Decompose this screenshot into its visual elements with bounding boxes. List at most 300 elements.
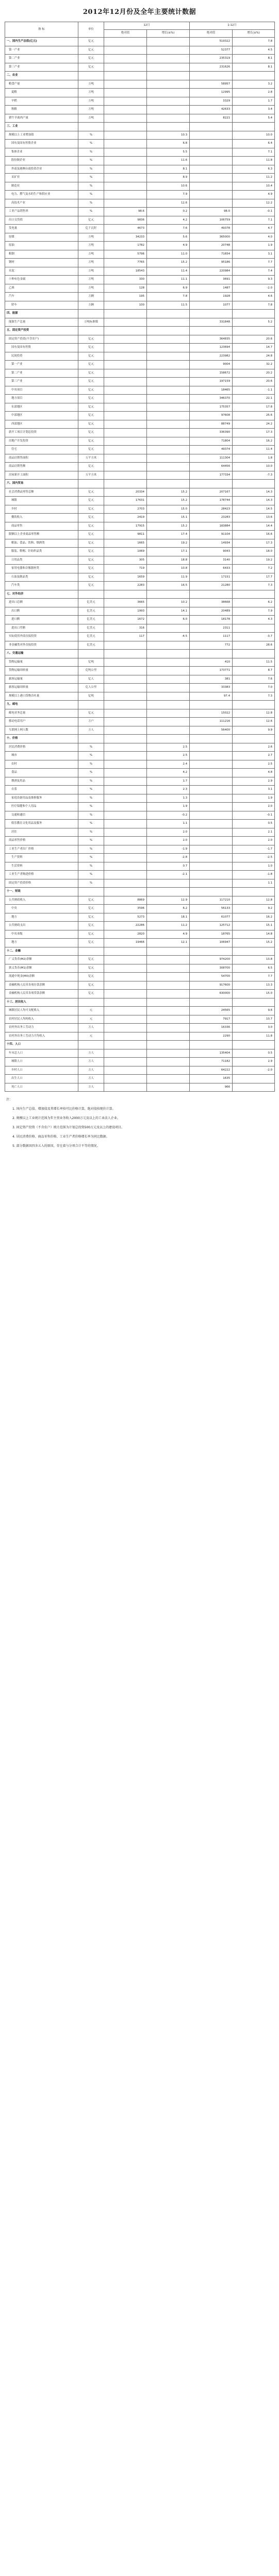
ytd-value-cell: 135404 [190, 1049, 233, 1058]
indicator-cell: 年末总人口 [5, 1049, 78, 1058]
table-row [5, 981, 275, 990]
ytd-growth-cell: 11.5 [233, 658, 275, 667]
ytd-value-cell: 117210 [190, 896, 233, 905]
month-value-cell [104, 471, 147, 480]
indicator-cell: 公共财政支出 [5, 922, 78, 930]
month-value-cell [104, 191, 147, 199]
month-growth-cell [147, 403, 190, 412]
ytd-growth-cell: 12.8 [233, 709, 275, 718]
ytd-growth-cell: 12.2 [233, 199, 275, 208]
table-row [5, 488, 275, 497]
month-value-cell: 2283 [104, 582, 147, 590]
month-value-cell [104, 879, 147, 888]
table-row [5, 199, 275, 208]
unit-cell: % [78, 199, 104, 208]
month-growth-cell [147, 888, 190, 896]
table-row [5, 582, 275, 590]
ytd-value-cell: 21280 [190, 582, 233, 590]
indicator-cell: 城镇居民人均可支配收入 [5, 1007, 78, 1015]
month-growth-cell [147, 701, 190, 709]
indicator-cell: 高技术产业 [5, 199, 78, 208]
table-row [5, 1015, 275, 1024]
indicator-cell: 民间投资 [5, 352, 78, 361]
ytd-growth-cell: 11.8 [233, 1032, 275, 1041]
month-growth-cell: 8.9 [147, 174, 190, 182]
month-growth-cell [147, 106, 190, 114]
month-value-cell [104, 845, 147, 854]
unit-cell: % [78, 845, 104, 854]
table-row [5, 718, 275, 726]
month-growth-cell: 2.0 [147, 837, 190, 845]
ytd-value-cell: 6433 [190, 565, 233, 573]
month-growth-cell [147, 981, 190, 990]
unit-cell: 亿吨公里 [78, 667, 104, 675]
month-value-cell: 3596 [104, 905, 147, 913]
month-growth-cell [147, 709, 190, 718]
ytd-growth-cell: 7.4 [233, 267, 275, 276]
table-row [5, 590, 275, 599]
month-growth-cell: 11.2 [147, 922, 190, 930]
ytd-growth-cell: -3.7 [233, 633, 275, 641]
month-value-cell [104, 684, 147, 692]
ytd-growth-cell: 2.1 [233, 828, 275, 837]
unit-cell: 亿元 [78, 922, 104, 930]
unit-cell: % [78, 752, 104, 760]
ytd-value-cell [190, 828, 233, 837]
ytd-value-cell: 175357 [190, 403, 233, 412]
month-value-cell: 19466 [104, 939, 147, 947]
indicator-cell: 金融机构人民币各项贷款余额 [5, 990, 78, 998]
ytd-value-cell [190, 165, 233, 174]
ytd-growth-cell [233, 888, 275, 896]
ytd-growth-cell: 8.7 [233, 667, 275, 675]
table-row [5, 63, 275, 72]
month-value-cell [104, 369, 147, 378]
ytd-growth-cell: 14.5 [233, 505, 275, 514]
indicator-cell: 第三产业 [5, 378, 78, 386]
ytd-growth-cell: 1.9 [233, 242, 275, 250]
month-growth-cell [147, 327, 190, 335]
month-growth-cell [147, 72, 190, 80]
indicator-cell: 城市 [5, 752, 78, 760]
table-row [5, 1024, 275, 1032]
month-growth-cell [147, 369, 190, 378]
unit-cell: 亿元 [78, 378, 104, 386]
indicator-cell: 货物运输量 [5, 658, 78, 667]
month-value-cell [104, 590, 147, 599]
month-growth-cell [147, 480, 190, 488]
indicator-cell: 轿车 [5, 301, 78, 310]
ytd-value-cell [190, 811, 233, 820]
month-value-cell [104, 361, 147, 369]
indicator-cell: 商品房销售面积 [5, 454, 78, 463]
unit-cell: 亿元 [78, 548, 104, 556]
table-row [5, 616, 275, 624]
indicator-cell: 农村居民人均纯收入 [5, 1015, 78, 1024]
ytd-growth-cell: 12.6 [233, 718, 275, 726]
ytd-growth-cell: 3.0 [233, 1024, 275, 1032]
unit-cell: 亿美元 [78, 599, 104, 607]
ytd-value-cell: 71654 [190, 250, 233, 259]
month-growth-cell [147, 1024, 190, 1032]
ytd-growth-cell: 1.7 [233, 97, 275, 106]
month-value-cell [104, 131, 147, 140]
month-growth-cell: 12.1 [147, 939, 190, 947]
unit-cell: 亿元 [78, 420, 104, 429]
month-value-cell [104, 658, 147, 667]
table-row [5, 888, 275, 896]
ytd-growth-cell: 20.6 [233, 335, 275, 344]
ytd-value-cell: 97608 [190, 412, 233, 420]
ytd-value-cell [190, 871, 233, 879]
month-value-cell [104, 1083, 147, 1092]
ytd-value-cell: 106759 [190, 216, 233, 225]
unit-cell: 亿元 [78, 973, 104, 981]
ytd-value-cell: 17151 [190, 573, 233, 582]
month-growth-cell: 7.6 [147, 225, 190, 233]
ytd-growth-cell: 7.6 [233, 675, 275, 684]
header-growth-ytd: 增长(±%) [233, 30, 275, 38]
table-row [5, 310, 275, 318]
month-growth-cell [147, 352, 190, 361]
unit-cell: % [78, 182, 104, 191]
month-value-cell: 1069 [104, 548, 147, 556]
ytd-growth-cell: 17.3 [233, 429, 275, 437]
unit-cell: % [78, 165, 104, 174]
unit-cell: 亿吨 [78, 692, 104, 701]
ytd-value-cell: 966 [190, 1083, 233, 1092]
month-growth-cell [147, 879, 190, 888]
indicator-cell: 六、国内贸易 [5, 480, 78, 488]
unit-cell: % [78, 174, 104, 182]
ytd-value-cell [190, 310, 233, 318]
indicator-cell: 原煤 [5, 233, 78, 242]
table-row [5, 956, 275, 964]
table-row [5, 72, 275, 80]
ytd-growth-cell: 14.7 [233, 344, 275, 352]
table-row [5, 1066, 275, 1075]
unit-cell [78, 888, 104, 896]
month-growth-cell [147, 590, 190, 599]
month-growth-cell: 16.5 [147, 582, 190, 590]
unit-cell: 万吨 [78, 259, 104, 267]
indicator-cell: 汽车 [5, 293, 78, 301]
ytd-value-cell: 12995 [190, 89, 233, 97]
ytd-growth-cell: 0.5 [233, 1049, 275, 1058]
ytd-value-cell [190, 769, 233, 777]
unit-cell: 万吨 [78, 89, 104, 97]
indicator-cell: 水泥 [5, 267, 78, 276]
month-value-cell: 98.6 [104, 208, 147, 216]
month-growth-cell: 7.9 [147, 191, 190, 199]
month-growth-cell: 12.9 [147, 896, 190, 905]
month-growth-cell: 0.7 [147, 862, 190, 871]
indicator-cell: 旅客运输周转量 [5, 684, 78, 692]
unit-cell: 亿吨 [78, 658, 104, 667]
header-row-periods [5, 22, 275, 30]
month-value-cell [104, 820, 147, 828]
indicator-cell: 采矿业 [5, 174, 78, 182]
unit-cell: 亿元 [78, 709, 104, 718]
month-growth-cell [147, 454, 190, 463]
table-row [5, 140, 275, 148]
indicator-cell: 商品零售 [5, 522, 78, 531]
month-growth-cell: 15.0 [147, 505, 190, 514]
ytd-value-cell [190, 752, 233, 760]
month-value-cell: 4673 [104, 225, 147, 233]
ytd-growth-cell: 6.3 [233, 165, 275, 174]
header-abs-value: 绝对值 [104, 30, 147, 38]
table-row [5, 565, 275, 573]
ytd-growth-cell: 4.3 [233, 616, 275, 624]
unit-cell: % [78, 854, 104, 862]
month-growth-cell [147, 412, 190, 420]
unit-cell [78, 590, 104, 599]
month-value-cell [104, 1041, 147, 1049]
table-row [5, 395, 275, 403]
unit-cell: 亿元 [78, 395, 104, 403]
month-growth-cell: -0.2 [147, 811, 190, 820]
month-growth-cell [147, 973, 190, 981]
ytd-growth-cell: 7.3 [233, 582, 275, 590]
ytd-growth-cell: 14.3 [233, 497, 275, 505]
month-growth-cell [147, 1066, 190, 1075]
indicator-cell: 十种有色金属 [5, 276, 78, 284]
unit-cell [78, 310, 104, 318]
unit-cell: 元 [78, 1007, 104, 1015]
month-growth-cell [147, 1007, 190, 1015]
ytd-growth-cell: 15.0 [233, 990, 275, 998]
ytd-growth-cell: 1.9 [233, 794, 275, 803]
unit-cell: 亿元 [78, 63, 104, 72]
indicator-cell: 衣着 [5, 786, 78, 794]
ytd-growth-cell: 7.9 [233, 607, 275, 616]
unit-cell: 亿元 [78, 403, 104, 412]
table-row [5, 267, 275, 276]
ytd-growth-cell: 17.7 [233, 573, 275, 582]
month-value-cell [104, 182, 147, 191]
ytd-growth-cell: 1.8 [233, 454, 275, 463]
unit-cell: 万人 [78, 1075, 104, 1083]
ytd-value-cell [190, 174, 233, 182]
ytd-value-cell: 49378 [190, 225, 233, 233]
ytd-value-cell: 97.4 [190, 692, 233, 701]
indicator-cell: 进出口总额 [5, 599, 78, 607]
ytd-growth-cell: 9.9 [233, 726, 275, 735]
indicator-cell: 邮电业务总量 [5, 709, 78, 718]
ytd-growth-cell: 4.6 [233, 293, 275, 301]
indicator-cell: 实际使用外商直接投资 [5, 633, 78, 641]
indicator-cell: 日用品类 [5, 556, 78, 565]
indicator-cell: 医疗保健和个人用品 [5, 803, 78, 811]
unit-cell: 亿元 [78, 956, 104, 964]
ytd-value-cell: 8221 [190, 114, 233, 123]
ytd-growth-cell: -0.1 [233, 208, 275, 216]
page [0, 0, 279, 1149]
month-value-cell [104, 344, 147, 352]
table-row [5, 293, 275, 301]
indicator-cell: 食品 [5, 769, 78, 777]
month-growth-cell [147, 429, 190, 437]
unit-cell: 亿元 [78, 463, 104, 471]
ytd-growth-cell: 7.1 [233, 148, 275, 157]
unit-cell: % [78, 837, 104, 845]
month-value-cell [104, 650, 147, 658]
table-row [5, 157, 275, 165]
indicator-cell: 猪牛羊禽肉产量 [5, 114, 78, 123]
month-growth-cell [147, 1075, 190, 1083]
month-growth-cell [147, 437, 190, 446]
unit-cell: % [78, 769, 104, 777]
month-growth-cell [147, 318, 190, 327]
unit-cell [78, 327, 104, 335]
month-value-cell [104, 157, 147, 165]
month-value-cell [104, 454, 147, 463]
ytd-value-cell [190, 854, 233, 862]
table-body [5, 38, 275, 1092]
indicator-cell: 互联网上网人数 [5, 726, 78, 735]
ytd-growth-cell: 17.8 [233, 403, 275, 412]
table-row [5, 854, 275, 862]
table-row [5, 55, 275, 63]
unit-cell: 万人 [78, 1058, 104, 1066]
table-row [5, 769, 275, 777]
table-row [5, 692, 275, 701]
month-growth-cell [147, 420, 190, 429]
unit-cell: 亿美元 [78, 633, 104, 641]
month-value-cell [104, 446, 147, 454]
month-value-cell [104, 964, 147, 973]
ytd-value-cell: 111216 [190, 718, 233, 726]
table-row [5, 871, 275, 879]
month-value-cell [104, 998, 147, 1007]
month-growth-cell: 10.6 [147, 182, 190, 191]
ytd-value-cell: 3140 [190, 556, 233, 565]
month-value-cell: 9836 [104, 216, 147, 225]
indicator-cell: 生产资料 [5, 854, 78, 862]
month-value-cell [104, 55, 147, 63]
month-value-cell [104, 692, 147, 701]
month-growth-cell: 10.2 [147, 599, 190, 607]
indicator-cell: 电力、燃气及水的生产和供应业 [5, 191, 78, 199]
table-row [5, 174, 275, 182]
indicator-cell: 东部地区 [5, 403, 78, 412]
ytd-value-cell: 235319 [190, 55, 233, 63]
indicator-cell: 中央 [5, 905, 78, 913]
unit-cell: 亿元 [78, 539, 104, 548]
unit-cell: 亿元 [78, 939, 104, 947]
indicator-cell: 农村 [5, 760, 78, 769]
ytd-growth-cell: 11.4 [233, 446, 275, 454]
ytd-value-cell: 56400 [190, 726, 233, 735]
unit-cell [78, 650, 104, 658]
header-indicator: 指 标 [5, 22, 78, 38]
table-row [5, 624, 275, 633]
unit-cell: % [78, 760, 104, 769]
month-growth-cell [147, 471, 190, 480]
month-growth-cell: 5.5 [147, 148, 190, 157]
indicator-cell: 第一产业 [5, 46, 78, 55]
indicator-cell: 集体企业 [5, 148, 78, 157]
ytd-value-cell [190, 327, 233, 335]
ytd-value-cell: 364835 [190, 335, 233, 344]
table-row [5, 1041, 275, 1049]
unit-cell [78, 701, 104, 709]
month-growth-cell [147, 641, 190, 650]
month-value-cell: 305 [104, 556, 147, 565]
indicator-cell: 生活资料 [5, 862, 78, 871]
ytd-value-cell [190, 123, 233, 131]
ytd-value-cell: 1635 [190, 1075, 233, 1083]
table-row [5, 165, 275, 174]
unit-cell: 亿元 [78, 437, 104, 446]
ytd-value-cell: 158672 [190, 369, 233, 378]
ytd-value-cell: 123694 [190, 344, 233, 352]
table-row [5, 939, 275, 947]
month-value-cell: 7765 [104, 259, 147, 267]
ytd-growth-cell: 3.4 [233, 106, 275, 114]
indicator-cell: 中央本级 [5, 930, 78, 939]
indicator-cell: 广义货币(M2)余额 [5, 956, 78, 964]
month-value-cell [104, 327, 147, 335]
month-value-cell [104, 760, 147, 769]
table-row [5, 539, 275, 548]
table-row [5, 335, 275, 344]
ytd-value-cell: 71804 [190, 437, 233, 446]
ytd-growth-cell [233, 72, 275, 80]
month-value-cell [104, 769, 147, 777]
ytd-value-cell: 28423 [190, 505, 233, 514]
month-value-cell [104, 837, 147, 845]
month-growth-cell: 7.8 [147, 293, 190, 301]
unit-cell: 万人 [78, 1083, 104, 1092]
month-growth-cell: 6.8 [147, 140, 190, 148]
ytd-growth-cell [233, 590, 275, 599]
indicator-cell: 餐饮收入 [5, 514, 78, 522]
table-row [5, 242, 275, 250]
month-growth-cell: 15.1 [147, 514, 190, 522]
month-value-cell [104, 667, 147, 675]
ytd-value-cell [190, 786, 233, 794]
table-row [5, 701, 275, 709]
month-growth-cell: 8.1 [147, 165, 190, 174]
month-growth-cell [147, 1083, 190, 1092]
ytd-growth-cell: 17.3 [233, 539, 275, 548]
indicator-cell: 乙烯 [5, 284, 78, 293]
month-growth-cell: 19.2 [147, 539, 190, 548]
month-growth-cell [147, 726, 190, 735]
indicator-cell: 货物运输周转量 [5, 667, 78, 675]
table-row [5, 599, 275, 607]
unit-cell: 亿元 [78, 369, 104, 378]
month-growth-cell [147, 735, 190, 743]
table-row [5, 548, 275, 556]
unit-cell: 亿元 [78, 46, 104, 55]
footnote-head: 注： [6, 1098, 13, 1101]
unit-cell: 万吨 [78, 267, 104, 276]
ytd-growth-cell: 3.2 [233, 80, 275, 89]
table-row [5, 403, 275, 412]
table-row [5, 556, 275, 565]
ytd-growth-cell: 2.9 [233, 777, 275, 786]
table-row [5, 811, 275, 820]
ytd-growth-cell: 2.7 [233, 752, 275, 760]
table-row [5, 531, 275, 539]
ytd-growth-cell [233, 1041, 275, 1049]
ytd-growth-cell [233, 947, 275, 956]
table-row [5, 233, 275, 242]
month-value-cell [104, 854, 147, 862]
